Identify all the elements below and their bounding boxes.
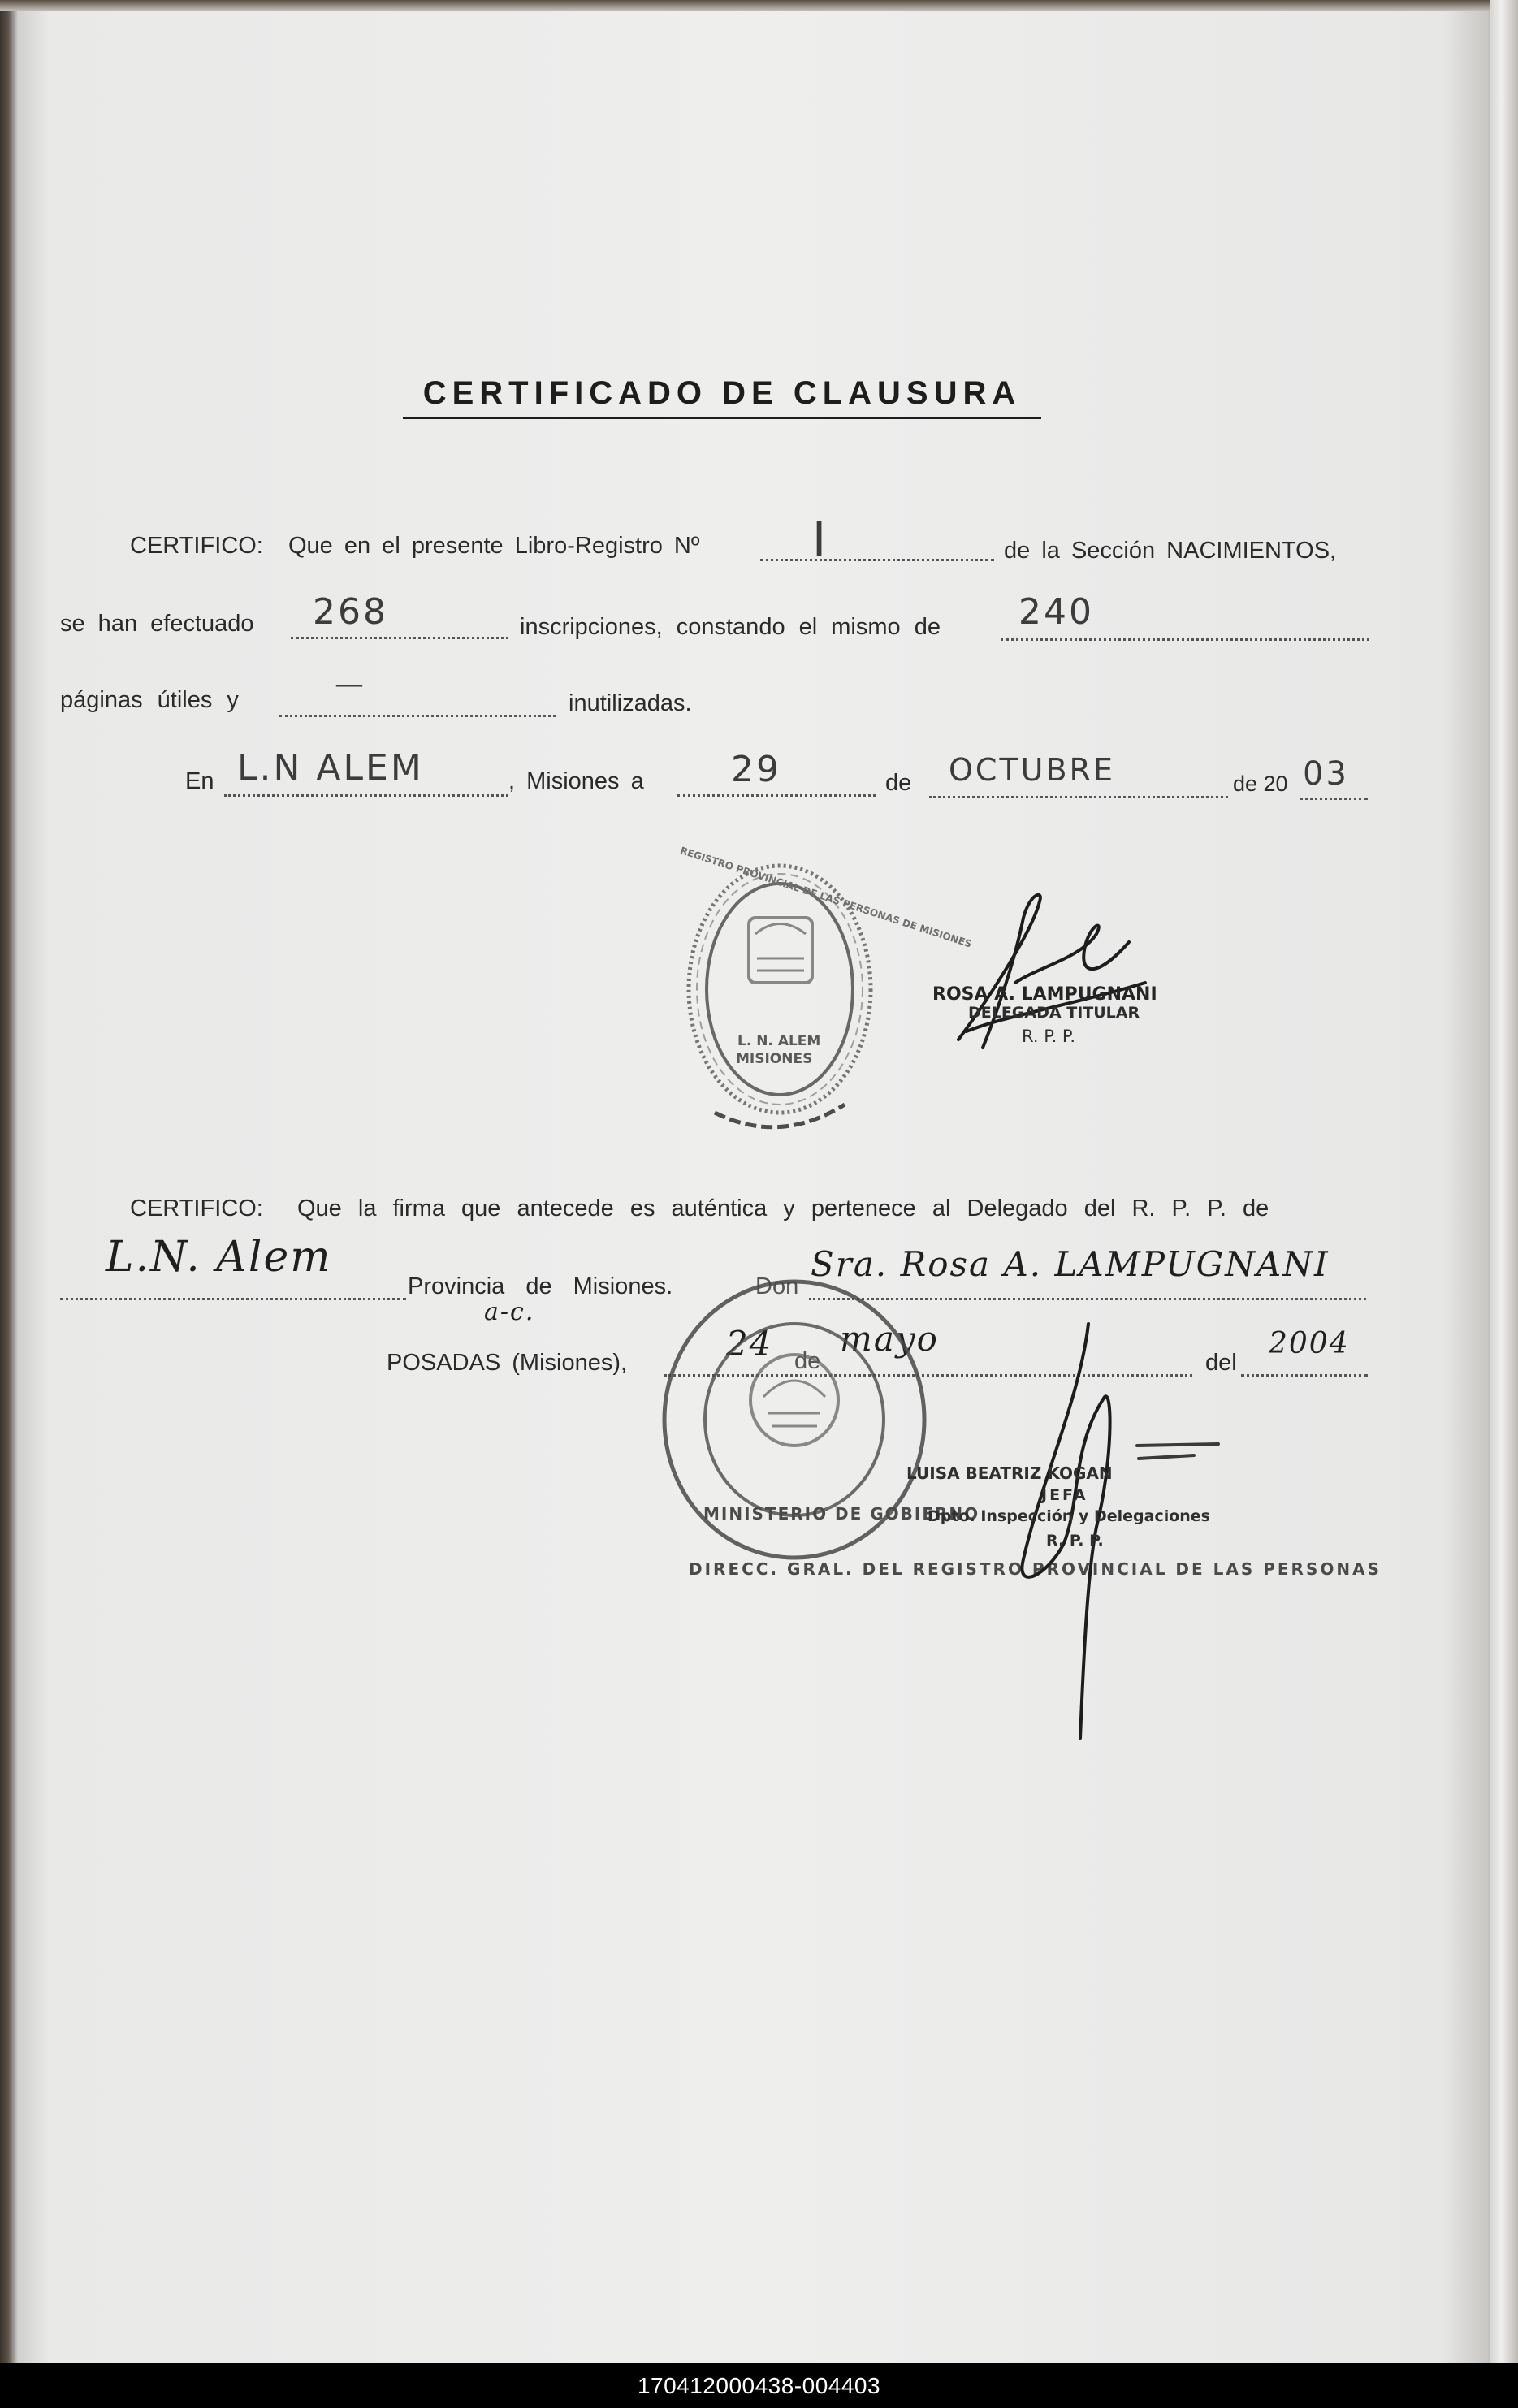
cert2-certifico-label: CERTIFICO: xyxy=(130,1195,263,1221)
signature2-stamp-name: LUISA BEATRIZ KOGAN xyxy=(906,1463,1113,1483)
cert1-paginas-value: 240 xyxy=(1018,591,1094,633)
cert1-line4-misiones: , Misiones a xyxy=(508,768,644,794)
cert1-certifico-label: CERTIFICO: xyxy=(130,533,263,559)
cert2-line3-posadas: POSADAS (Misiones), xyxy=(387,1350,628,1376)
cert1-line1-text: Que en el presente Libro-Registro Nº xyxy=(288,533,700,559)
cert1-libro-dotline xyxy=(760,559,994,561)
document-title: CERTIFICADO DE CLAUSURA xyxy=(403,375,1041,419)
signature-1-scribble xyxy=(934,885,1178,1080)
cert2-lugar-value: L.N. Alem xyxy=(106,1233,332,1282)
seal1-center-line2: MISIONES xyxy=(736,1051,813,1067)
cert1-inscripciones-dotline xyxy=(291,637,508,639)
registry-seal-stamp-2 xyxy=(650,1234,942,1584)
cert1-paginas-dotline xyxy=(1001,638,1369,641)
cert2-anio-value: 2004 xyxy=(1269,1327,1350,1360)
seal1-center-line1: L. N. ALEM xyxy=(737,1033,821,1049)
cert1-line2-constando: inscripciones, constando el mismo de xyxy=(520,614,941,640)
cert2-lugar-dotline xyxy=(60,1298,406,1300)
cert2-nombre-value: Sra. Rosa A. LAMPUGNANI xyxy=(811,1244,1330,1284)
cert1-anio-value: 03 xyxy=(1303,755,1349,793)
seal2-ring-text: DIRECC. GRAL. DEL REGISTRO PROVINCIAL DE LAS PERSONAS xyxy=(689,1559,1382,1579)
signature2-stamp-rpp: R. P. P. xyxy=(1046,1532,1104,1550)
cert2-line3-de: de xyxy=(794,1348,821,1374)
cert1-line4-de: de xyxy=(885,770,912,796)
cert1-lugar-dotline xyxy=(224,794,508,797)
page-top-edge xyxy=(0,0,1518,11)
cert1-line4-de20: de 20 xyxy=(1233,772,1288,796)
signature2-stamp-dept: Dpto. Inspección y Delegaciones xyxy=(928,1507,1210,1525)
cert1-inscripciones-value: 268 xyxy=(313,591,388,633)
cert2-line2-don: Don xyxy=(755,1273,799,1299)
cert2-line3-del: del xyxy=(1205,1350,1237,1376)
signature1-stamp-name: ROSA A. LAMPUGNANI xyxy=(932,984,1157,1005)
image-code-footer: 170412000438-004403 xyxy=(0,2363,1518,2408)
cert1-line3-text: páginas útiles y xyxy=(60,687,239,713)
cert1-line4-en: En xyxy=(185,768,214,794)
cert1-mes-dotline xyxy=(929,796,1228,798)
signature2-stamp-role: JEFA xyxy=(1041,1486,1088,1504)
cert1-line2-text: se han efectuado xyxy=(60,611,254,637)
cert1-dia-dotline xyxy=(677,794,876,797)
cert1-anio-dotline xyxy=(1300,798,1368,800)
page-right-edge xyxy=(1490,0,1518,2363)
cert1-lugar-value: L.N ALEM xyxy=(237,747,424,789)
cert1-libro-numero: I xyxy=(812,512,829,567)
cert1-inutilizadas-dotline xyxy=(279,715,556,717)
cert2-nota: a-c. xyxy=(484,1298,535,1326)
seal2-inner-text: MINISTERIO DE GOBIERNO xyxy=(703,1504,980,1524)
cert2-mes-value: mayo xyxy=(840,1319,939,1359)
cert1-line3-inutilizadas-label: inutilizadas. xyxy=(569,690,692,716)
signature-2-scribble xyxy=(991,1299,1251,1754)
cert1-dia-value: 29 xyxy=(731,749,781,790)
cert1-line1-seccion: de la Sección NACIMIENTOS, xyxy=(1004,538,1337,564)
cert1-mes-value: OCTUBRE xyxy=(949,752,1115,788)
cert2-dia-value: 24 xyxy=(726,1324,773,1364)
cert2-anio-dotline xyxy=(1241,1374,1368,1377)
signature1-stamp-rpp: R. P. P. xyxy=(1022,1027,1076,1046)
cert1-inutilizadas-value: — xyxy=(335,668,366,701)
cert2-line1-text: Que la firma que antecede es auténtica y pertenece al Delegado del R. P. P. de xyxy=(297,1195,1269,1221)
seal1-ring-text: REGISTRO PROVINCIAL DE LAS PERSONAS DE MISIONES xyxy=(678,845,974,950)
cert2-line2-provincia: Provincia de Misiones. xyxy=(408,1273,673,1299)
signature1-stamp-role: DELEGADA TITULAR xyxy=(968,1004,1140,1022)
